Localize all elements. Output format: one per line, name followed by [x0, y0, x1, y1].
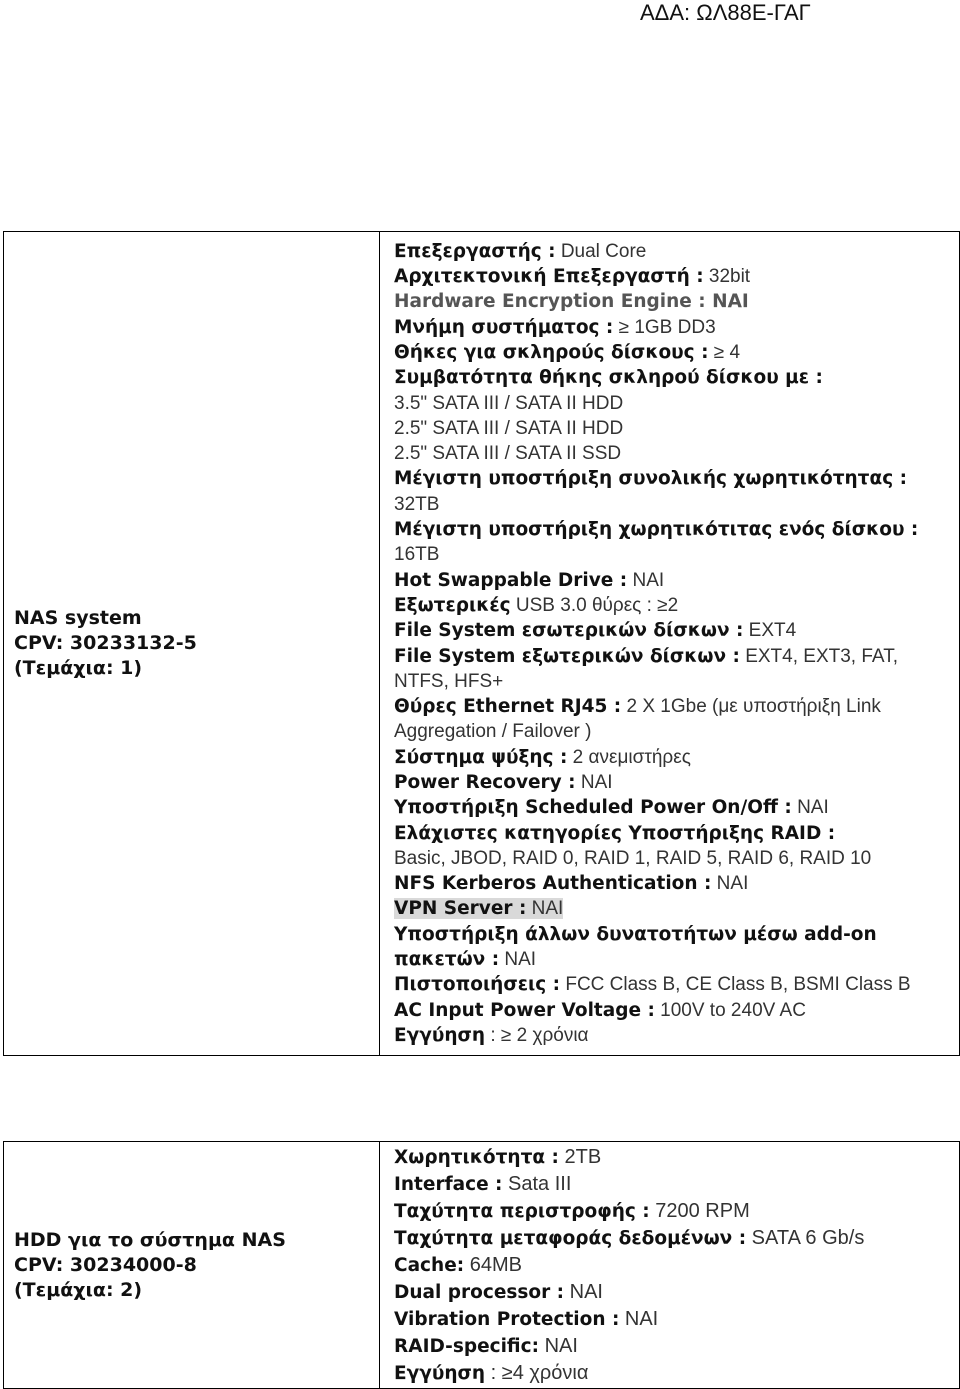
spec-label: Συμβατότητα θήκης σκληρού δίσκου με : — [394, 367, 823, 389]
spec-value: 32bit — [703, 266, 751, 288]
spec-line — [394, 922, 959, 947]
spec-line — [394, 719, 959, 744]
spec-value: 100V to 240V AC — [654, 999, 806, 1021]
spec-line — [394, 466, 959, 491]
spec-line — [394, 998, 959, 1023]
item-title: HDD για το σύστημα NAS — [14, 1228, 286, 1251]
spec-line — [394, 947, 959, 972]
spec-label: πακετών : — [394, 949, 500, 971]
spec-line — [394, 1333, 959, 1360]
spec-line — [394, 239, 959, 264]
spec-label: File System εξωτερικών δίσκων : — [394, 645, 740, 667]
spec-value: EXT4 — [743, 620, 797, 642]
spec-label: NFS Kerberos Authentication : — [394, 873, 712, 895]
item-description-cell — [4, 1142, 380, 1389]
spec-label: Αρχιτεκτονική Επεξεργαστή : — [394, 266, 704, 288]
spec-line — [394, 315, 959, 340]
spec-value: Dual Core — [555, 240, 647, 262]
spec-label: RAID-specific: — [394, 1335, 540, 1357]
spec-line — [394, 821, 959, 846]
spec-line — [394, 289, 959, 314]
spec-table-hdd — [3, 1141, 960, 1389]
spec-value: 7200 RPM — [649, 1199, 750, 1222]
spec-value: 2 ανεμιστήρες — [567, 746, 691, 768]
spec-value: 2TB — [558, 1145, 602, 1168]
spec-label: Interface : — [394, 1173, 503, 1195]
spec-line — [394, 770, 959, 795]
spec-value: ΝΑΙ — [539, 1334, 578, 1357]
spec-label: Vibration Protection : — [394, 1308, 620, 1330]
spec-value: Aggregation / Failover ) — [394, 721, 592, 743]
spec-value: 64MB — [464, 1253, 522, 1276]
spec-line — [394, 896, 959, 921]
spec-value: SATA 6 Gb/s — [746, 1226, 865, 1249]
spec-value: 2.5" SATA III / SATA II SSD — [394, 443, 622, 465]
spec-line — [394, 365, 959, 390]
spec-label: Μνήμη συστήματος : — [394, 316, 614, 338]
spec-line — [394, 492, 959, 517]
spec-line — [394, 972, 959, 997]
spec-value: ΝΑΙ — [499, 949, 537, 971]
spec-label: VPN Server : — [394, 898, 527, 920]
spec-label: Εξωτερικές — [394, 594, 511, 616]
item-quantity: (Τεμάχια: 1) — [14, 657, 143, 679]
spec-label: Dual processor : — [394, 1281, 565, 1303]
item-quantity: (Τεμάχια: 2) — [14, 1278, 143, 1301]
spec-label: File System εσωτερικών δίσκων : — [394, 620, 744, 642]
spec-line — [394, 1144, 959, 1171]
spec-value: USB 3.0 θύρες : ≥2 — [510, 594, 679, 616]
spec-value: ΝΑΙ — [564, 1280, 603, 1303]
spec-list-cell — [380, 1142, 960, 1389]
spec-line — [394, 542, 959, 567]
spec-line — [394, 1279, 959, 1306]
document-id: ΑΔΑ: ΩΛ88Ε-ΓΑΓ — [640, 0, 811, 25]
spec-value: 2 X 1Gbe (με υποστήριξη Link — [621, 696, 881, 718]
spec-value: NTFS, HFS+ — [394, 670, 504, 692]
spec-label: Εγγύηση — [394, 1362, 486, 1384]
spec-value: ΝΑΙ — [791, 797, 829, 819]
spec-line — [394, 745, 959, 770]
spec-label: Ταχύτητα μεταφοράς δεδομένων : — [394, 1227, 747, 1249]
spec-value: EXT4, EXT3, FAT, — [739, 645, 898, 667]
spec-line — [394, 568, 959, 593]
spec-label: Πιστοποιήσεις : — [394, 974, 561, 996]
spec-line — [394, 391, 959, 416]
spec-label: Θήκες για σκληρούς δίσκους : — [394, 341, 709, 363]
spec-value: ΝΑΙ — [526, 898, 564, 920]
spec-label: AC Input Power Voltage : — [394, 999, 655, 1021]
spec-value: ΝΑΙ — [711, 873, 749, 895]
spec-line — [394, 1023, 959, 1048]
spec-label: Μέγιστη υποστήριξη συνολικής χωρητικότητας : — [394, 468, 907, 490]
spec-label: Υποστήριξη άλλων δυνατοτήτων μέσω add-on — [394, 923, 877, 945]
item-cpv: CPV: 30234000-8 — [14, 1253, 197, 1276]
spec-line — [394, 846, 959, 871]
spec-line — [394, 1171, 959, 1198]
spec-line — [394, 1252, 959, 1279]
spec-value: Basic, JBOD, RAID 0, RAID 1, RAID 5, RAID 6, RAID 10 — [394, 847, 872, 869]
spec-line — [394, 644, 959, 669]
spec-value: FCC Class B, CE Class B, BSMI Class B — [560, 974, 911, 996]
spec-line — [394, 871, 959, 896]
spec-value: 3.5" SATA III / SATA II HDD — [394, 392, 624, 414]
spec-line — [394, 1198, 959, 1225]
spec-line — [394, 593, 959, 618]
spec-label: Cache: — [394, 1254, 465, 1276]
spec-line — [394, 340, 959, 365]
spec-line — [394, 517, 959, 542]
spec-value: 16TB — [394, 544, 440, 566]
spec-value: ΝΑΙ — [575, 771, 613, 793]
item-title: NAS system — [14, 607, 142, 629]
spec-line — [394, 1306, 959, 1333]
spec-label: Ελάχιστες κατηγορίες Υποστήριξης RAID : — [394, 822, 836, 844]
item-cpv: CPV: 30233132-5 — [14, 632, 197, 654]
spec-line — [394, 441, 959, 466]
spec-value: 2.5" SATA III / SATA II HDD — [394, 417, 624, 439]
spec-value: : ≥ 2 χρόνια — [485, 1024, 589, 1046]
spec-line — [394, 1225, 959, 1252]
item-description-cell — [4, 232, 380, 1056]
spec-line — [394, 1360, 959, 1387]
spec-value: ΝΑΙ — [627, 569, 665, 591]
spec-value: Sata III — [502, 1172, 572, 1195]
spec-value: ≥ 1GB DD3 — [613, 316, 716, 338]
spec-label: Ταχύτητα περιστροφής : — [394, 1200, 650, 1222]
spec-value: 32TB — [394, 493, 440, 515]
spec-lines — [388, 239, 959, 1049]
spec-value: Hardware Encryption Engine : ΝΑΙ — [394, 291, 749, 313]
spec-line — [394, 618, 959, 643]
spec-line — [394, 795, 959, 820]
spec-label: Σύστημα ψύξης : — [394, 746, 568, 768]
spec-line — [394, 416, 959, 441]
spec-line — [394, 669, 959, 694]
spec-list-cell — [380, 232, 960, 1056]
spec-value: ≥ 4 — [708, 341, 741, 363]
spec-label: Hot Swappable Drive : — [394, 569, 628, 591]
spec-value: : ≥4 χρόνια — [485, 1361, 589, 1384]
spec-line — [394, 264, 959, 289]
spec-label: Θύρες Ethernet RJ45 : — [394, 696, 622, 718]
spec-label: Χωρητικότητα : — [394, 1146, 559, 1168]
spec-table-nas — [3, 231, 960, 1056]
spec-label: Power Recovery : — [394, 771, 576, 793]
spec-value: ΝΑΙ — [619, 1307, 659, 1330]
spec-lines — [388, 1144, 959, 1387]
spec-label: Επεξεργαστής : — [394, 240, 556, 262]
spec-line — [394, 694, 959, 719]
spec-label: Εγγύηση — [394, 1024, 486, 1046]
spec-label: Υποστήριξη Scheduled Power On/Off : — [394, 797, 792, 819]
spec-label: Μέγιστη υποστήριξη χωρητικότιτας ενός δίσκου : — [394, 519, 919, 541]
